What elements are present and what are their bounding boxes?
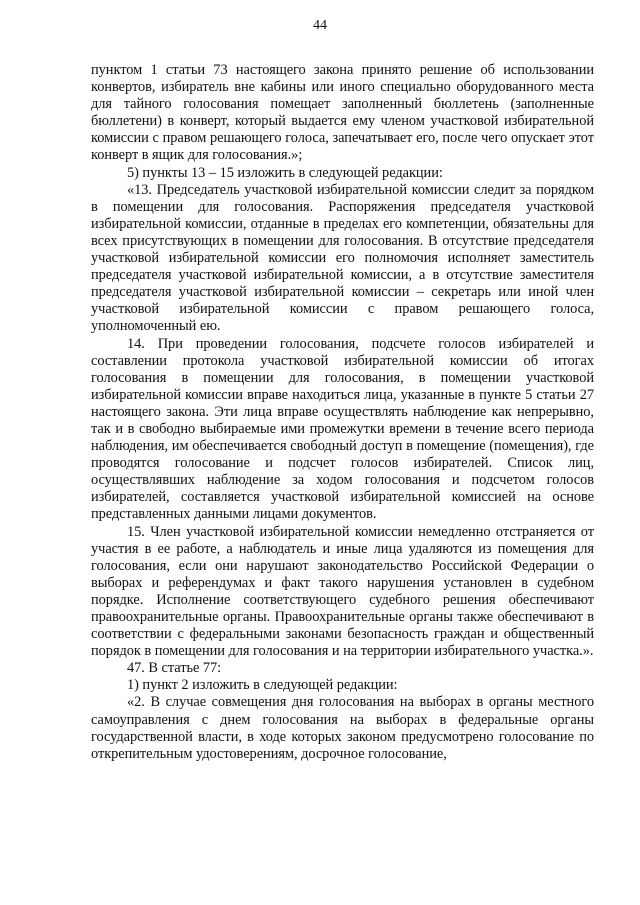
paragraph-point-2: «2. В случае совмещения дня голосования на выборах в органы местного самоуправления с днем голосования на выборах в федеральные органы государственной власти, в ходе которых законом предусмотрено голосование по открепительным удостоверениям, досрочное голосование,: [91, 694, 594, 762]
paragraph-article-47: 47. В статье 77:: [127, 660, 222, 677]
paragraph-continuation: пунктом 1 статьи 73 настоящего закона принято решение об использовании конвертов, избиратель вне кабины или иного специально оборудованного места для тайного голосования помещает заполненный бюллетень (заполненные бюллетени) в конверт, который выдается ему членом участковой избирательной комиссии с правом решающего голоса, запечатывает его, после чего опускает этот конверт в ящик для голосования.»;: [91, 62, 594, 164]
paragraph-point-14: 14. При проведении голосования, подсчете голосов избирателей и составлении протокола участковой избирательной комиссии об итогах голосования в помещении для голосования, в помещении участковой избирательной комиссии вправе находиться лица, указанные в пункте 5 статьи 27 настоящего закона. Эти лица вправе осуществлять наблюдение как непрерывно, так и в свободно выбираемые ими промежутки времени в течение всего периода наблюдения, им обеспечивается свободный доступ в помещение (помещения), где проводятся голосование и подсчет голосов избирателей. Список лиц, осуществлявших наблюдение за ходом голосования и подсчетом голосов избирателей, составляется участковой избирательной комиссией на основе представленных данными лицами документов.: [91, 335, 594, 523]
document-body: [91, 62, 594, 763]
paragraph-point-15: 15. Член участковой избирательной комиссии немедленно отстраняется от участия в ее работе, а наблюдатель и иные лица удаляются из помещения для голосования, если они нарушают законодательство Российской Федерации о выборах и референдумах и факт такого нарушения установлен в судебном порядке. Исполнение соответствующего судебного решения обеспечивают правоохранительные органы. Правоохранительные органы также обеспечивают в соответствии с федеральными законами безопасность граждан и общественный порядок в помещении для голосования и на территории избирательного участка.».: [91, 523, 594, 660]
paragraph-point-13: «13. Председатель участковой избирательной комиссии следит за порядком в помещении для голосования. Распоряжения председателя участковой избирательной комиссии, отданные в пределах его компетенции, обязательны для всех присутствующих в помещении для голосования. В отсутствие председателя участковой избирательной комиссии его полномочия исполняет заместитель председателя участковой избирательной комиссии, а в отсутствие заместителя председателя участковой избирательной комиссии – секретарь или иной член участковой избирательной комиссии с правом решающего голоса, уполномоченный ею.: [91, 181, 594, 335]
page-number: 44: [313, 18, 327, 33]
paragraph-item-5: 5) пункты 13 – 15 изложить в следующей редакции:: [127, 164, 443, 181]
paragraph-item-1: 1) пункт 2 изложить в следующей редакции:: [127, 677, 398, 694]
